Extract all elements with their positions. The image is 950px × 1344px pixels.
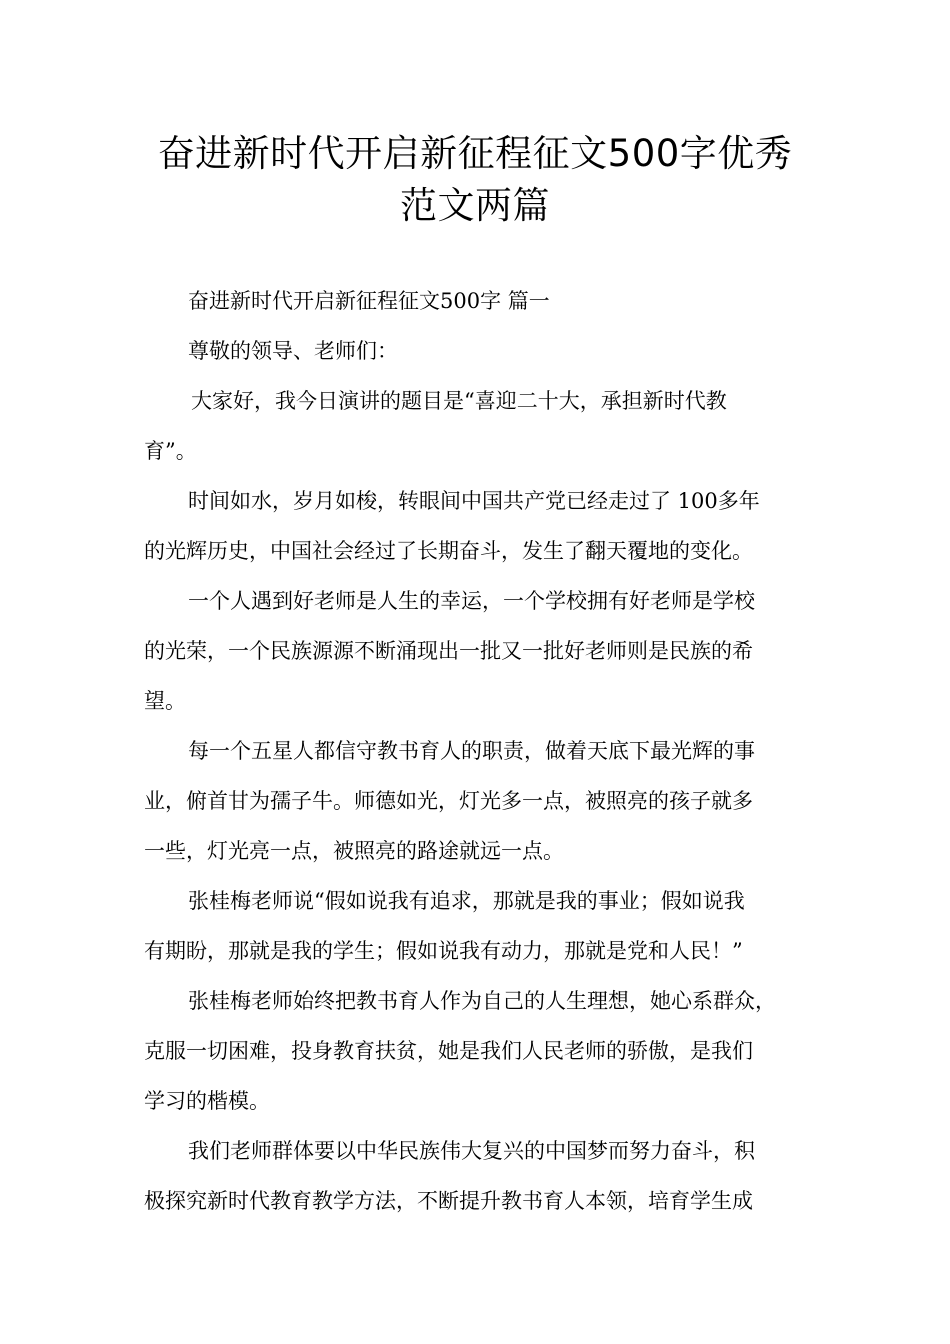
paragraph-line: 张桂梅老师始终把教书育人作为自己的人生理想，她心系群众，: [188, 989, 776, 1013]
paragraph-line: 的光辉历史，中国社会经过了长期奋斗，发生了翻天覆地的变化。: [144, 539, 753, 563]
document-title-line-2: 范文两篇: [400, 184, 550, 227]
document-body: [144, 276, 814, 1226]
paragraph-line: 时间如水，岁月如梭，转眼间中国共产党已经走过了 100多年: [188, 489, 760, 513]
paragraph-line: 张桂梅老师说“假如说我有追求，那就是我的事业；假如说我: [188, 889, 745, 913]
paragraph-line: 一个人遇到好老师是人生的幸运，一个学校拥有好老师是学校: [188, 589, 755, 613]
paragraph-line: 业，俯首甘为孺子牛。师德如光，灯光多一点，被照亮的孩子就多: [144, 789, 753, 813]
section-heading: 奋进新时代开启新征程征文500字 篇一: [188, 289, 550, 313]
paragraph-line: 育”。: [144, 439, 197, 463]
paragraph-line: 每一个五星人都信守教书育人的职责，做着天底下最光辉的事: [188, 739, 755, 763]
paragraph-line: 一些，灯光亮一点，被照亮的路途就远一点。: [144, 839, 564, 863]
paragraph-line: 极探究新时代教育教学方法，不断提升教书育人本领，培育学生成: [144, 1189, 753, 1213]
paragraph-line: 学习的楷模。: [144, 1089, 270, 1113]
paragraph-line: 我们老师群体要以中华民族伟大复兴的中国梦而努力奋斗，积: [188, 1139, 755, 1163]
salutation: 尊敬的领导、老师们：: [188, 339, 398, 363]
paragraph-line: 的光荣，一个民族源源不断涌现出一批又一批好老师则是民族的希: [144, 639, 753, 663]
paragraph-line: 望。: [144, 689, 186, 713]
paragraph-line: 有期盼，那就是我的学生；假如说我有动力，那就是党和人民！”: [144, 939, 743, 963]
document-title-line-1: 奋进新时代开启新征程征文500字优秀: [157, 132, 793, 175]
paragraph-line: 大家好，我今日演讲的题目是“喜迎二十大，承担新时代教: [191, 389, 727, 413]
paragraph-line: 克服一切困难，投身教育扶贫，她是我们人民老师的骄傲，是我们: [144, 1039, 753, 1063]
